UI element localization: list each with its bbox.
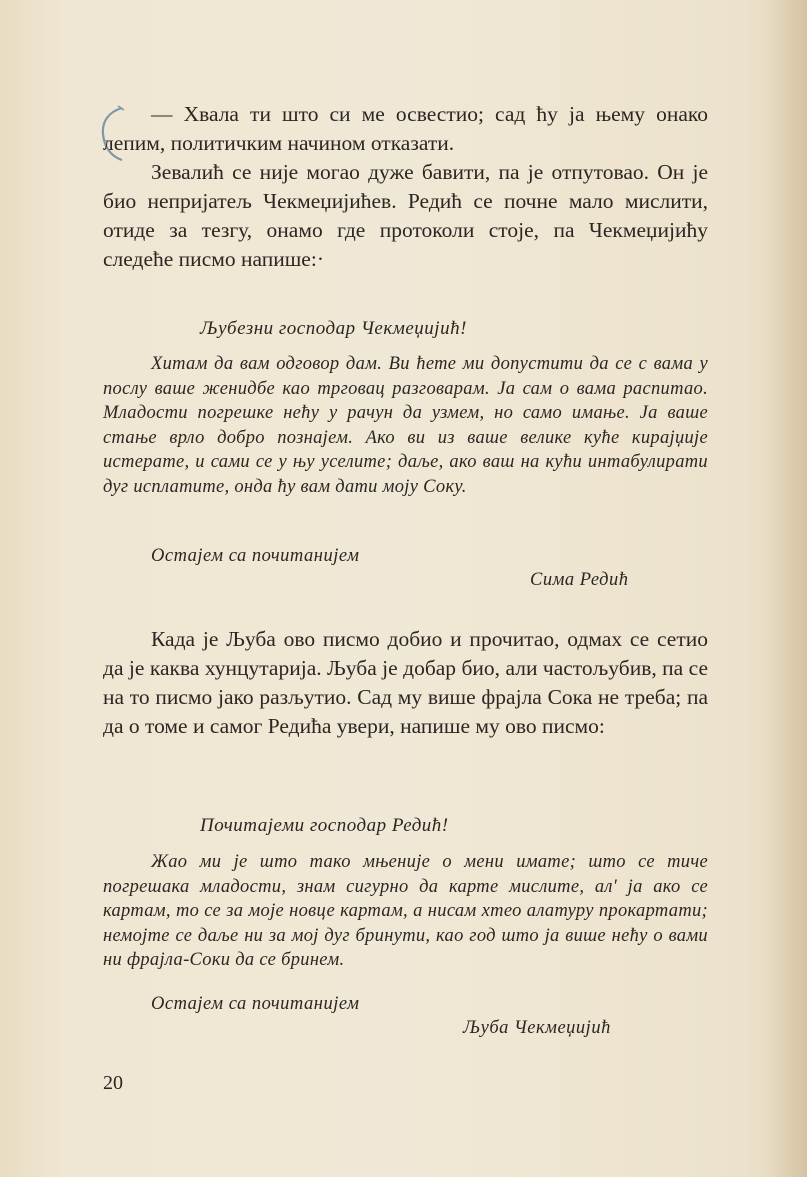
letter2-signature: Љуба Чекмеџијић xyxy=(463,1018,611,1038)
letter1-closing: Остајем са почитанијем xyxy=(151,546,360,566)
letter1-signature: Сима Редић xyxy=(530,570,629,590)
narrative-paragraph: Зевалић се није могао дуже бавити, па је отпутовао. Он је био непријатељ Чекмеџијићев. Редић се почне мало мислити, отиде за тезгу, онамо где протоколи стоје, па Чекмеџијићу следеће писмо напише:· xyxy=(103,160,708,271)
page-edge-shadow xyxy=(767,0,807,1177)
main-text-middle xyxy=(103,625,708,741)
main-text-top xyxy=(103,100,708,274)
page-number: 20 xyxy=(103,1072,123,1094)
narrative-paragraph-2: Када је Љуба ово писмо добио и прочитао, одмах се сетио да је каква хунцутарија. Љуба је добар био, али частољубив, па се на то писмо јако разљутио. Сад му више фрајла Сока не треба; па да о томе и самог Редића увери, напише му ово писмо: xyxy=(103,627,708,738)
letter2-greeting: Почитајеми господар Редић! xyxy=(200,815,449,836)
letter2-body: Жао ми је што тако мњеније о мени имате; што се тиче погрешака младости, знам сигурно да карте мислите, ал' ја ако се картам, то се за моје новце картам, а нисам хтео алатуру прокартати; немојте се даље ни за мој дуг бринути, као год што ја више нећу о вами ни фрајла-Соки да се бринем. xyxy=(103,852,708,970)
letter1-body: Хитам да вам одговор дам. Ви ћете ми допустити да се с вама у послу ваше женидбе као трговац разговарам. Ја сам о вама распитао. Младости погрешке нећу у рачун да узмем, но само имање. Ја ваше стање врло добро познајем. Ако ви из ваше велике куће кирајџије истерате, и сами се у њу уселите; даље, ако ваш на кући интабулирати дуг исплатите, онда ћу вам дати моју Соку. xyxy=(103,354,708,497)
letter1-greeting: Љубезни господар Чекмеџијић! xyxy=(200,318,467,339)
letter2-closing: Остајем са почитанијем xyxy=(151,994,360,1014)
dialogue-paragraph: — Хвала ти што си ме освестио; сад ћу ја њему онако лепим, политичким начином отказати. xyxy=(103,102,708,155)
